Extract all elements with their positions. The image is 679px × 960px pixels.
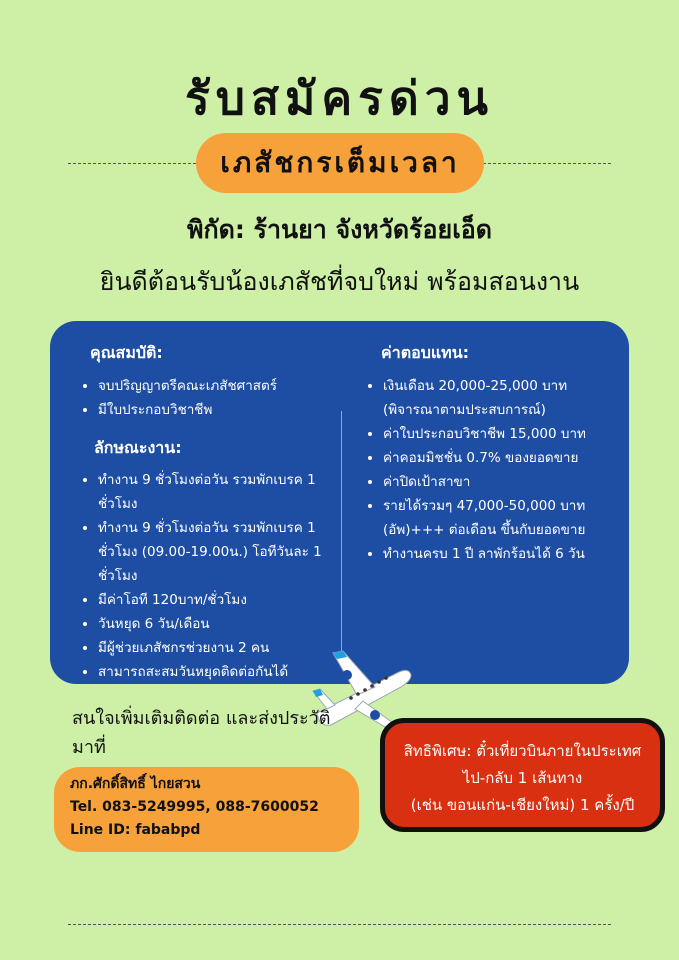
job-heading: ลักษณะงาน:: [94, 438, 182, 457]
compensation-list: [365, 374, 615, 566]
details-panel: [50, 321, 629, 684]
list-item: • จบปริญญาตรีคณะเภสัชศาสตร์: [98, 374, 325, 398]
qualifications-list: [80, 374, 325, 422]
contact-box: [54, 767, 359, 852]
list-item: • ค่าปิดเป้าสาขา: [383, 470, 615, 494]
list-item: • สามารถสะสมวันหยุดติดต่อกันได้: [98, 660, 325, 684]
qualifications-heading: คุณสมบัติ:: [90, 343, 163, 362]
location-text: พิกัด: ร้านยา จังหวัดร้อยเอ็ด: [187, 215, 492, 244]
list-item: • มีค่าโอที 120บาท/ชั่วโมง: [98, 588, 325, 612]
list-item: • เงินเดือน 20,000-25,000 บาท (พิจารณาตามประสบการณ์): [383, 374, 615, 422]
contact-tel: Tel. 083-5249995, 088-7600052: [70, 799, 319, 815]
list-item: • ทำงาน 9 ชั่วโมงต่อวัน รวมพักเบรค 1 ชั่วโมง (09.00-19.00น.) โอทีวันละ 1 ชั่วโมง: [98, 516, 325, 588]
benefit-box: [380, 718, 665, 832]
poster-title: รับสมัครด่วน: [185, 71, 494, 125]
contact-intro: สนใจเพิ่มเติมติดต่อ และส่งประวัติมาที่: [72, 708, 331, 758]
list-item: • มีผู้ช่วยเภสัชกรช่วยงาน 2 คน: [98, 636, 325, 660]
bottom-divider: [68, 924, 611, 925]
list-item: • ค่าใบประกอบวิชาชีพ 15,000 บาท: [383, 422, 615, 446]
list-item: • วันหยุด 6 วัน/เดือน: [98, 612, 325, 636]
job-list: [80, 468, 325, 684]
welcome-text: ยินดีต้อนรับน้องเภสัชที่จบใหม่ พร้อมสอนงาน: [99, 267, 580, 296]
column-divider: [341, 411, 342, 666]
qualifications-section: [80, 341, 325, 684]
list-item: • ทำงานครบ 1 ปี ลาพักร้อนได้ 6 วัน: [383, 542, 615, 566]
list-item: • มีใบประกอบวิชาชีพ: [98, 398, 325, 422]
contact-name: ภก.ศักดิ์สิทธิ์ ไกยสวน: [70, 776, 201, 792]
benefit-line-3: (เช่น ขอนแก่น-เชียงใหม่) 1 ครั้ง/ปี: [410, 796, 635, 814]
list-item: • รายได้รวมๆ 47,000-50,000 บาท (อัพ)+++ ต่อเดือน ขึ้นกับยอดขาย: [383, 494, 615, 542]
position-badge: เภสัชกรเต็มเวลา: [196, 133, 484, 193]
compensation-section: [365, 341, 615, 566]
benefit-line-2: ไป-กลับ 1 เส้นทาง: [462, 769, 583, 787]
list-item: • ค่าคอมมิชชั่น 0.7% ของยอดขาย: [383, 446, 615, 470]
contact-line: Line ID: fababpd: [70, 822, 201, 838]
list-item: • ทำงาน 9 ชั่วโมงต่อวัน รวมพักเบรค 1 ชั่วโมง: [98, 468, 325, 516]
compensation-heading: ค่าตอบแทน:: [381, 343, 470, 362]
benefit-line-1: สิทธิพิเศษ: ตั๋วเที่ยวบินภายในประเทศ: [403, 742, 642, 760]
